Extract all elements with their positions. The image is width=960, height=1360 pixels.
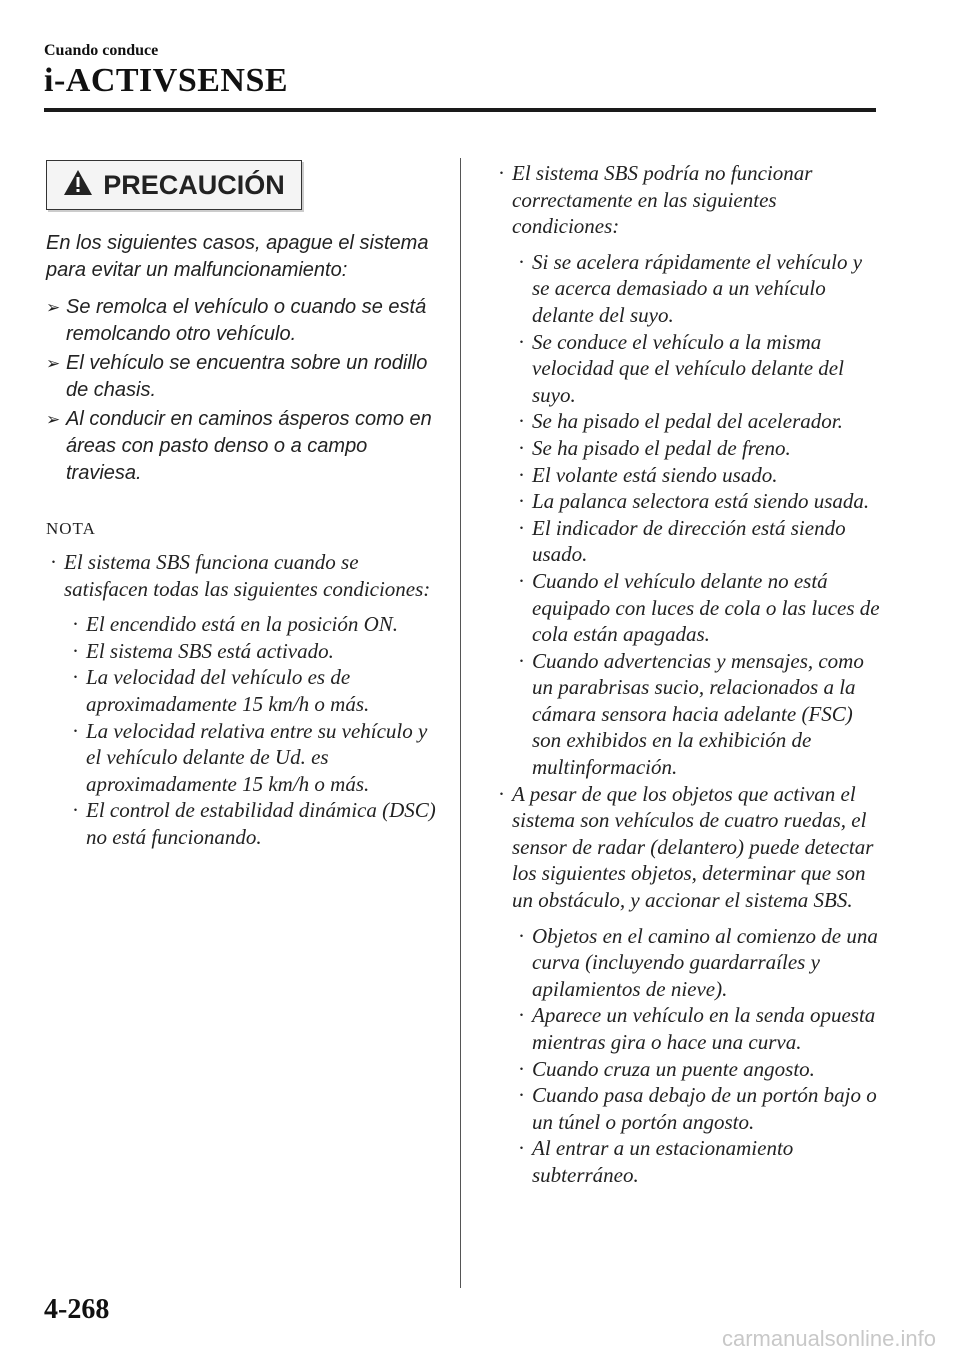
list-item: · La velocidad del vehículo es de aproximadamente 15 km/h o más. xyxy=(72,665,370,716)
list-item: · La palanca selectora está siendo usada. xyxy=(518,489,870,514)
list-item: · Cuando pasa debajo de un portón bajo o un túnel o portón angosto. xyxy=(518,1083,877,1134)
bullet-dot-icon: · xyxy=(518,515,525,540)
list-item: · El control de estabilidad dinámica (DSC) no está funcionando. xyxy=(72,798,436,849)
header-divider xyxy=(44,108,876,112)
right-column xyxy=(494,160,884,1189)
bullet-dot-icon: · xyxy=(518,249,525,274)
list-item: · Cuando advertencias y mensajes, como un parabrisas sucio, relacionados a la cámara sensora hacia adelante (FSC) son exhibidos en la exhibición de multinformación. xyxy=(518,648,864,780)
nota-bullet: · A pesar de que los objetos que activan el sistema son vehículos de cuatro ruedas, el sensor de radar (delantero) puede detectar los siguientes objetos, determinar que son un obstáculo, y accionar el sistema SBS. · Objetos en el camino al comienzo de una curva (incluyendo guardarraíles y apilamientos de nieve). · Aparece un vehículo en la senda opuesta mientras gira o hace una curva. · Cuando cruza un puente angosto. · Cuando pasa debajo de un portón bajo o un túnel o portón angosto. · Al entrar a un estacionamiento subterráneo. xyxy=(494,781,884,1189)
list-item: · Se conduce el vehículo a la misma velocidad que el vehículo delante del suyo. xyxy=(518,329,844,407)
bullet-dot-icon: · xyxy=(518,923,525,948)
bullet-dot-icon: · xyxy=(518,1003,525,1028)
warning-triangle-icon xyxy=(63,169,93,201)
sub-list xyxy=(514,923,884,1189)
bullet-dot-icon: · xyxy=(518,1136,525,1161)
list-item: · La velocidad relativa entre su vehículo y el vehículo delante de Ud. es aproximadamente 15 km/h o más. xyxy=(72,718,428,796)
arrow-right-icon: ➢ xyxy=(46,354,61,373)
list-item: · El encendido está en la posición ON. xyxy=(72,612,399,637)
nota-heading: NOTA xyxy=(46,519,96,538)
list-item: · El sistema SBS está activado. xyxy=(72,638,334,663)
sub-list xyxy=(68,611,438,850)
arrow-right-icon: ➢ xyxy=(46,298,61,317)
bullet-dot-icon: · xyxy=(498,161,505,185)
bullet-dot-icon: · xyxy=(498,781,505,806)
list-item: · Cuando el vehículo delante no está equipado con luces de cola o las luces de cola están apagadas. xyxy=(518,568,880,647)
bullet-dot-icon: · xyxy=(518,648,525,673)
caution-item: ➢ Al conducir en caminos ásperos como en áreas con pasto denso o a campo traviesa. xyxy=(46,408,432,484)
list-item: · El indicador de dirección está siendo usado. xyxy=(518,515,846,567)
nota-bullet: · El sistema SBS funciona cuando se satisfacen todas las siguientes condiciones: · El encendido está en la posición ON. · El sistema SBS está activado. · La velocidad del vehículo es de aproximadamente 15 km/h o más. · La velocidad relativa entre su vehículo y el vehículo delante de Ud. es aproximadamente 15 km/h o más. · El control de estabilidad dinámica (DSC) no está funcionando. xyxy=(46,549,438,851)
list-item: · Si se acelera rápidamente el vehículo y se acerca demasiado a un vehículo delante del suyo. xyxy=(518,249,863,327)
caution-item: ➢ Se remolca el vehículo o cuando se está remolcando otro vehículo. xyxy=(46,296,427,345)
list-item: · Se ha pisado el pedal de freno. xyxy=(518,435,791,460)
bullet-dot-icon: · xyxy=(518,462,525,487)
bullet-dot-icon: · xyxy=(518,409,525,434)
list-item: · Aparece un vehículo en la senda opuesta mientras gira o hace una curva. xyxy=(518,1003,876,1054)
bullet-dot-icon: · xyxy=(72,798,79,823)
caution-item: ➢ El vehículo se encuentra sobre un rodillo de chasis. xyxy=(46,352,428,401)
column-divider xyxy=(460,158,461,1288)
list-item: · Cuando cruza un puente angosto. xyxy=(518,1056,815,1081)
bullet-dot-icon: · xyxy=(72,665,79,690)
page-title: i-ACTIVSENSE xyxy=(44,62,289,99)
bullet-dot-icon: · xyxy=(518,489,525,514)
left-column xyxy=(46,160,438,851)
list-item: · Objetos en el camino al comienzo de una curva (incluyendo guardarraíles y apilamientos de nieve). xyxy=(518,923,878,1001)
caution-list xyxy=(46,294,438,487)
sub-list xyxy=(514,249,884,781)
nota-bullet: · El sistema SBS podría no funcionar correctamente en las siguientes condiciones: · Si se acelera rápidamente el vehículo y se acerca demasiado a un vehículo delante del suyo. · Se conduce el vehículo a la misma velocidad que el vehículo delante del suyo. · Se ha pisado el pedal del acelerador. · Se ha pisado el pedal de freno. · El volante está siendo usado. · La palanca selectora está siendo usada. · El indicador de dirección está siendo usado. · Cuando el vehículo delante no está equipado con luces de cola o las luces de cola están apagadas. · Cuando advertencias y mensajes, como un parabrisas sucio, relacionados a la cámara sensora hacia adelante (FSC) son exhibidos en la exhibición de multinformación. xyxy=(494,160,884,781)
list-item: · Se ha pisado el pedal del acelerador. xyxy=(518,409,843,434)
arrow-right-icon: ➢ xyxy=(46,410,61,429)
bullet-dot-icon: · xyxy=(518,329,525,354)
watermark: carmanualsonline.info xyxy=(721,1326,936,1351)
bullet-dot-icon: · xyxy=(518,1056,525,1081)
list-item: · Al entrar a un estacionamiento subterráneo. xyxy=(518,1136,794,1187)
bullet-dot-icon: · xyxy=(518,568,525,593)
bullet-dot-icon: · xyxy=(72,612,79,637)
caution-label: PRECAUCIÓN xyxy=(103,169,285,200)
list-item: · El volante está siendo usado. xyxy=(518,462,778,487)
section-label: Cuando conduce xyxy=(44,42,159,59)
caution-banner xyxy=(46,160,302,210)
bullet-dot-icon: · xyxy=(72,718,79,743)
bullet-dot-icon: · xyxy=(518,435,525,460)
caution-intro: En los siguientes casos, apague el sistema para evitar un malfuncionamiento: xyxy=(46,232,429,281)
bullet-dot-icon: · xyxy=(72,638,79,663)
page-number: 4-268 xyxy=(44,1294,110,1325)
bullet-dot-icon: · xyxy=(50,550,57,574)
bullet-dot-icon: · xyxy=(518,1083,525,1108)
